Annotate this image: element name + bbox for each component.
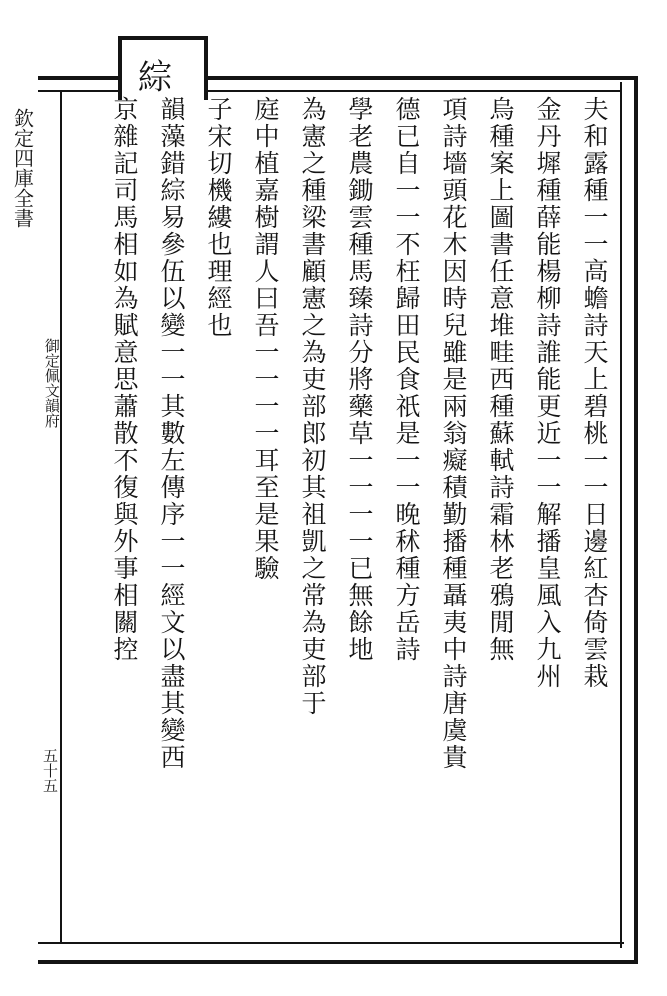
- column-10: 韻藻錯綜易參伍以變一一其數左傳序一一經文以盡其變西: [157, 96, 186, 771]
- column-5: 德已自一一不枉歸田民食祇是一一晚秫種方岳詩: [392, 96, 421, 663]
- frame-inner-top: [38, 90, 124, 92]
- frame-inner-top-right: [200, 90, 622, 92]
- frame-inner-right: [620, 82, 622, 948]
- column-1: 夫和露種一一高蟾詩天上碧桃一一日邊紅杏倚雲栽: [580, 96, 609, 690]
- book-title: 欽定四庫全書: [10, 108, 35, 228]
- column-8: 庭中植嘉樹謂人曰吾一一一一耳至是果驗: [251, 96, 280, 582]
- column-6: 學老農鋤雲種馬臻詩分將藥草一一一一已無餘地: [345, 96, 374, 663]
- section-title: 御定佩文韻府: [42, 338, 61, 428]
- page-number: 五十五: [41, 748, 59, 793]
- column-11: 京雜記司馬相如為賦意思蕭散不復與外事相關控: [110, 96, 139, 663]
- heading-tab: 綜: [138, 58, 172, 98]
- margin-line: [60, 92, 62, 942]
- column-9: 子宋切機縷也理經也: [204, 96, 233, 339]
- column-3: 烏種案上圖書任意堆畦西種蘇軾詩霜林老鴉閒無: [486, 96, 515, 663]
- column-7: 為憲之種梁書顧憲之為吏部郎初其祖凱之常為吏部于: [298, 96, 327, 717]
- text-body: [66, 96, 618, 936]
- column-4: 項詩墻頭花木因時兒雖是兩翁癡積勤播種聶夷中詩唐虞貴: [439, 96, 468, 771]
- frame-inner-bottom: [38, 942, 624, 944]
- column-2: 金丹墀種薛能楊柳詩誰能更近一一解播皇風入九州: [533, 96, 562, 690]
